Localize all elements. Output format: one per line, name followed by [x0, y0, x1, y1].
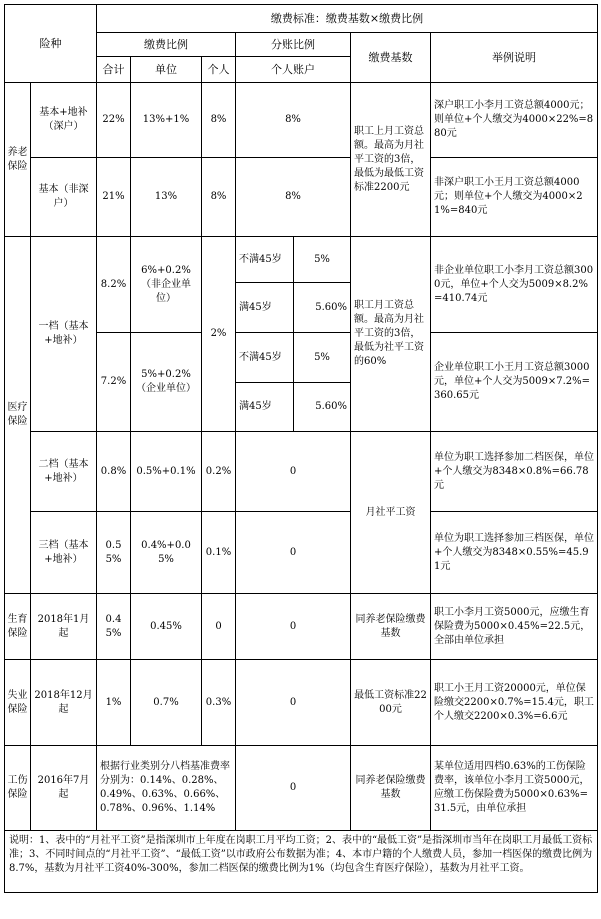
split-ratio-header: 分账比例 [236, 33, 351, 57]
insurance-type-header: 险种 [5, 5, 97, 83]
medical-rate-over-b: 5.60% [294, 383, 351, 432]
medical-tier1-personal: 2% [202, 237, 236, 432]
unemployment-employer: 0.7% [131, 660, 202, 746]
medical-tier2-total: 0.8% [97, 432, 131, 512]
personal-header: 个人 [202, 57, 236, 83]
table-note: 说明：1、表中的“月社平工资”是指深圳市上年度在岗职工月平均工资；2、表中的“最低工资”是指深圳市当年在岗职工月最低工资标准；3、不同时间点的“月社平工资”、“最低工资”以市政府公布数据为准；4、本市户籍的个人缴费人员，参加一档医保的缴费比例为8.7%，基数为月社平工资40%-300%，参加二档医保的缴费比例为1%（均包含生育医疗保险），基数为月社平工资。 [5, 831, 598, 893]
note-row [5, 831, 598, 893]
pension-label: 养老保险 [5, 83, 31, 237]
payment-standard-title: 缴费标准：缴费基数×缴费比例 [97, 5, 598, 33]
medical-tier1-example-a: 非企业单位职工小李月工资总额3000元，单位+个人交为5009×8.2%=410.74元 [431, 237, 598, 333]
medical-age-under-b: 不满45岁 [236, 333, 294, 383]
pension-employer-local: 13%+1% [131, 83, 202, 158]
payment-base-header: 缴费基数 [351, 33, 431, 83]
header-row-1 [5, 5, 598, 33]
pension-type-local: 基本+地补（深户） [31, 83, 97, 158]
medical-tier3-example: 单位为职工选择参加三档医保，单位+个人缴交为8348×0.55%=45.91元 [431, 512, 598, 594]
maternity-personal: 0 [202, 594, 236, 660]
medical-tier3-row [5, 512, 598, 594]
medical-tier3-personal: 0.1% [202, 512, 236, 594]
medical-tier3-total: 0.55% [97, 512, 131, 594]
insurance-table-container [4, 4, 597, 893]
medical-tier3-employer: 0.4%+0.05% [131, 512, 202, 594]
total-header: 合计 [97, 57, 131, 83]
medical-tier2-type: 二档（基本+地补） [31, 432, 97, 512]
pension-base: 职工上月工资总额。最高为月社平工资的3倍，最低为最低工资标准2200元 [351, 83, 431, 237]
example-header: 举例说明 [431, 33, 598, 83]
social-insurance-table [4, 4, 598, 893]
medical-age-over-b: 满45岁 [236, 383, 294, 432]
pension-row-local [5, 83, 598, 158]
injury-row [5, 746, 598, 831]
pension-employer-nonlocal: 13% [131, 158, 202, 237]
injury-base: 同养老保险缴费基数 [351, 746, 431, 831]
pension-example-local: 深户职工小李月工资总额4000元；则单位+个人缴交为4000×22%=880元 [431, 83, 598, 158]
maternity-total: 0.45% [97, 594, 131, 660]
medical-tier23-base: 月社平工资 [351, 432, 431, 594]
medical-tier1-type: 一档（基本+地补） [31, 237, 97, 432]
medical-tier1-total-a: 8.2% [97, 237, 131, 333]
pension-type-nonlocal: 基本（非深户） [31, 158, 97, 237]
maternity-account: 0 [236, 594, 351, 660]
pension-total-local: 22% [97, 83, 131, 158]
medical-tier2-row [5, 432, 598, 512]
maternity-row [5, 594, 598, 660]
injury-rates: 根据行业类别分八档基准费率分别为：0.14%、0.28%、0.49%、0.63%、0.66%、0.78%、0.96%、1.14% [97, 746, 236, 831]
unemployment-total: 1% [97, 660, 131, 746]
medical-age-over-a: 满45岁 [236, 283, 294, 333]
medical-tier1-employer-a: 6%+0.2%（非企业单位） [131, 237, 202, 333]
maternity-employer: 0.45% [131, 594, 202, 660]
medical-age-under-a: 不满45岁 [236, 237, 294, 283]
medical-rate-under-b: 5% [294, 333, 351, 383]
medical-tier2-employer: 0.5%+0.1% [131, 432, 202, 512]
unemployment-base: 最低工资标准2200元 [351, 660, 431, 746]
medical-tier1-base: 职工月工资总额。最高为月社平工资的3倍，最低为社平工资的60% [351, 237, 431, 432]
medical-tier2-example: 单位为职工选择参加二档医保，单位+个人缴交为8348×0.8%=66.78元 [431, 432, 598, 512]
pension-personal-local: 8% [202, 83, 236, 158]
pension-row-nonlocal [5, 158, 598, 237]
maternity-since: 2018年1月起 [31, 594, 97, 660]
medical-tier3-account: 0 [236, 512, 351, 594]
personal-account-header: 个人账户 [236, 57, 351, 83]
unemployment-account: 0 [236, 660, 351, 746]
injury-since: 2016年7月起 [31, 746, 97, 831]
pension-example-nonlocal: 非深户职工小王月工资总额4000元；则单位+个人缴交为4000×21%=840元 [431, 158, 598, 237]
employer-header: 单位 [131, 57, 202, 83]
medical-tier3-type: 三档（基本+地补） [31, 512, 97, 594]
medical-rate-under-a: 5% [294, 237, 351, 283]
medical-rate-over-a: 5.60% [294, 283, 351, 333]
maternity-base: 同养老保险缴费基数 [351, 594, 431, 660]
medical-tier2-account: 0 [236, 432, 351, 512]
unemployment-since: 2018年12月起 [31, 660, 97, 746]
injury-account: 0 [236, 746, 351, 831]
unemployment-example: 职工小王月工资20000元，单位保险缴交2200×0.7%=15.4元，职工个人缴交2200×0.3%=6.6元 [431, 660, 598, 746]
unemployment-personal: 0.3% [202, 660, 236, 746]
pension-personal-nonlocal: 8% [202, 158, 236, 237]
payment-ratio-header: 缴费比例 [97, 33, 236, 57]
pension-total-nonlocal: 21% [97, 158, 131, 237]
unemployment-label: 失业保险 [5, 660, 31, 746]
pension-account-local: 8% [236, 83, 351, 158]
medical-tier1-total-b: 7.2% [97, 333, 131, 432]
injury-label: 工伤保险 [5, 746, 31, 831]
medical-tier1-example-b: 企业单位职工小王月工资总额3000元，单位+个人交为5009×7.2%=360.65元 [431, 333, 598, 432]
maternity-example: 职工小李月工资5000元，应缴生育保险费为5000×0.45%=22.5元，全部由单位承担 [431, 594, 598, 660]
medical-label: 医疗保险 [5, 237, 31, 594]
medical-tier2-personal: 0.2% [202, 432, 236, 512]
medical-tier1-employer-b: 5%+0.2%（企业单位） [131, 333, 202, 432]
unemployment-row [5, 660, 598, 746]
injury-example: 某单位适用四档0.63%的工伤保险费率，该单位小李月工资5000元，应缴工伤保险费为5000×0.63%=31.5元，由单位承担 [431, 746, 598, 831]
pension-account-nonlocal: 8% [236, 158, 351, 237]
medical-tier1-row-a1 [5, 237, 598, 283]
maternity-label: 生育保险 [5, 594, 31, 660]
